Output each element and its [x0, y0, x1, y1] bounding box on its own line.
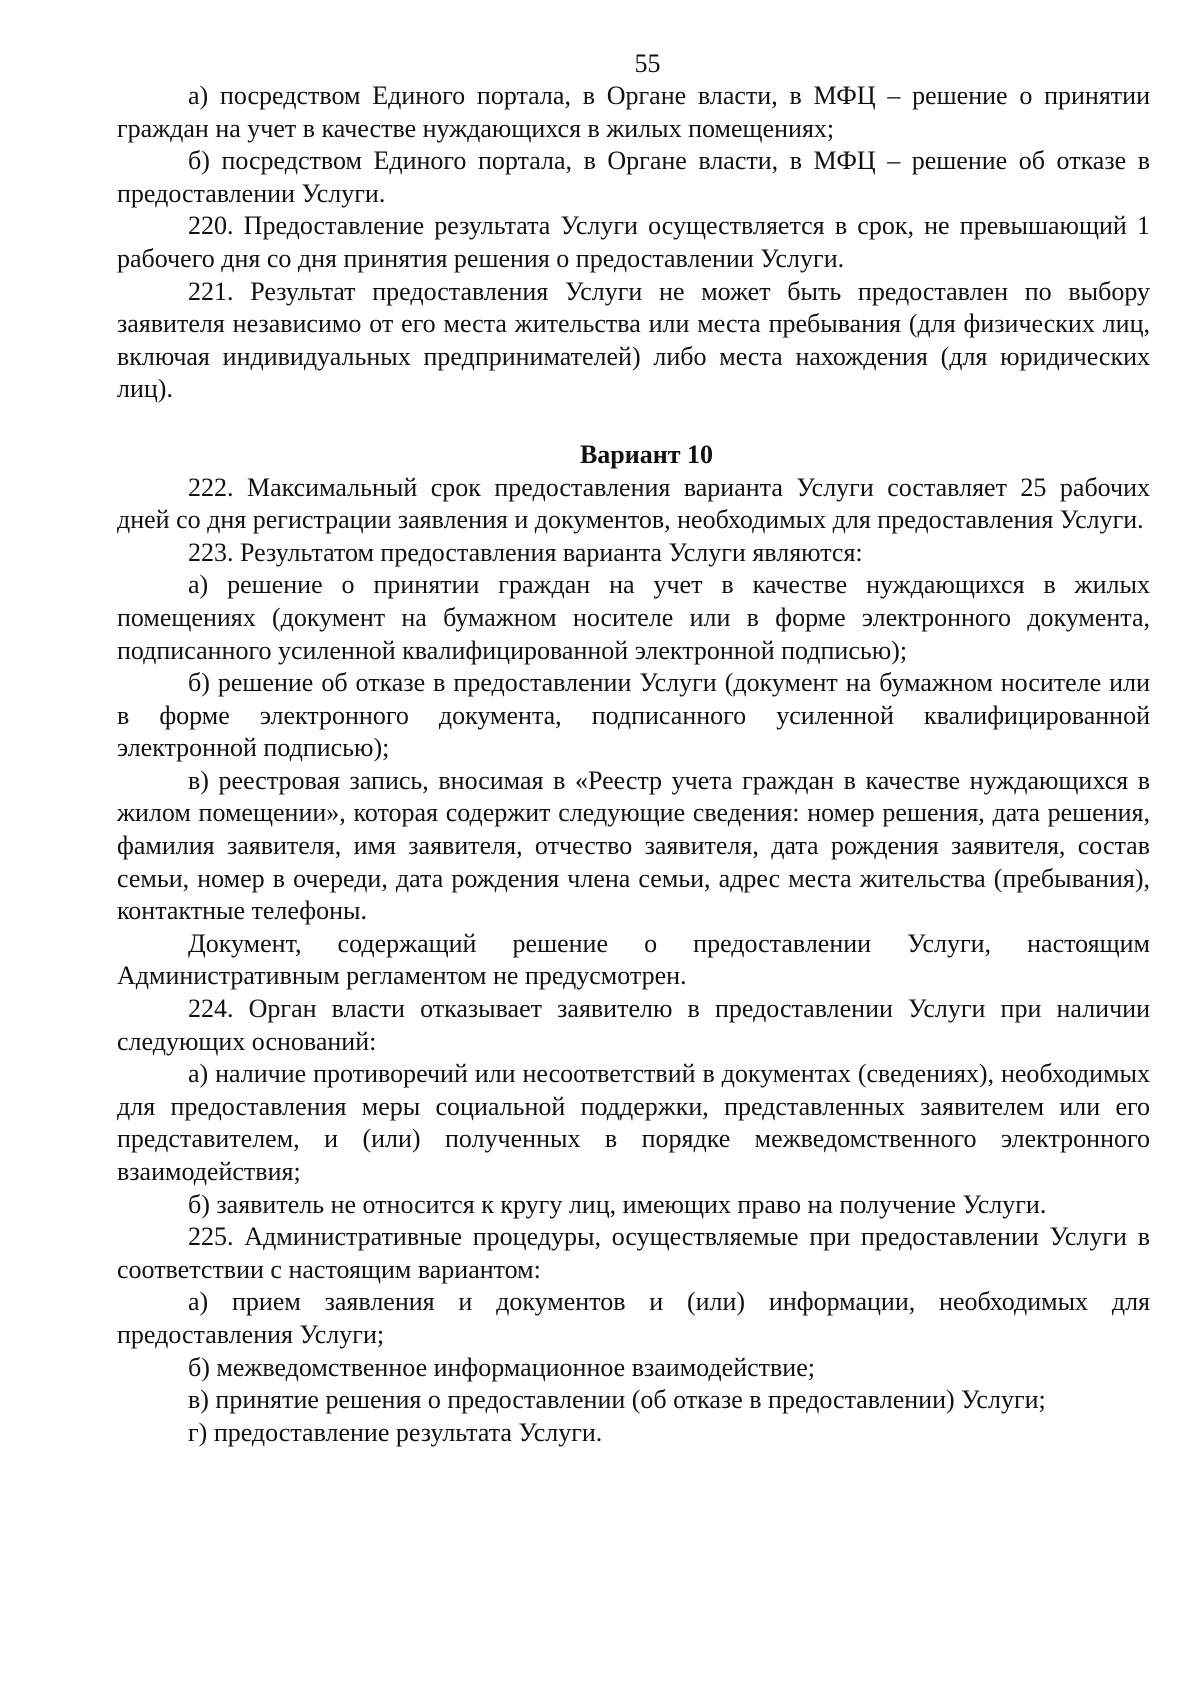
paragraph-224: 224. Орган власти отказывает заявителю в предоставлении Услуги при наличии следующих оснований:	[117, 994, 1150, 1056]
paragraph-223-b: б) решение об отказе в предоставлении Услуги (документ на бумажном носителе или в форме электронного документа, подписанного усиленной квалифицированной электронной подписью);	[117, 668, 1150, 763]
paragraph-223-v: в) реестровая запись, вносимая в «Реестр учета граждан в качестве нуждающихся в жилом помещении», которая содержит следующие сведения: номер решения, дата решения, фамилия заявителя, имя заявителя, отчество заявителя, дата рождения заявителя, состав семьи, номер в очереди, дата рождения члена семьи, адрес места жительства (пребывания), контактные телефоны.	[117, 765, 1150, 926]
paragraph-225-g: г) предоставление результата Услуги.	[188, 1417, 603, 1447]
paragraph-result-a: а) посредством Единого портала, в Органе власти, в МФЦ – решение о принятии граждан на учет в качестве нуждающихся в жилых помещениях;	[117, 81, 1150, 143]
paragraph-225: 225. Административные процедуры, осуществляемые при предоставлении Услуги в соответствии с настоящим вариантом:	[117, 1222, 1150, 1284]
paragraph-document-note: Документ, содержащий решение о предоставлении Услуги, настоящим Административным регламентом не предусмотрен.	[117, 928, 1150, 991]
section-heading: Вариант 10	[579, 439, 714, 469]
document-page	[117, 48, 1150, 1449]
paragraph-220: 220. Предоставление результата Услуги осуществляется в срок, не превышающий 1 рабочего дня со дня принятия решения о предоставлении Услуги.	[117, 211, 1150, 273]
paragraph-225-b: б) межведомственное информационное взаимодействие;	[188, 1352, 815, 1382]
paragraph-result-b: б) посредством Единого портала, в Органе власти, в МФЦ – решение об отказе в предоставлении Услуги.	[117, 146, 1150, 208]
paragraph-224-b: б) заявитель не относится к кругу лиц, имеющих право на получение Услуги.	[188, 1189, 1047, 1219]
page-number: 55	[634, 49, 661, 78]
paragraph-225-v: в) принятие решения о предоставлении (об отказе в предоставлении) Услуги;	[188, 1385, 1046, 1415]
paragraph-223-a: а) решение о принятии граждан на учет в качестве нуждающихся в жилых помещениях (документ на бумажном носителе или в форме электронного документа, подписанного усиленной квалифицированной электронной подписью);	[117, 570, 1150, 665]
paragraph-224-a: а) наличие противоречий или несоответствий в документах (сведениях), необходимых для предоставления меры социальной поддержки, представленных заявителем или его представителем, и (или) полученных в порядке межведомственного электронного взаимодействия;	[117, 1059, 1150, 1186]
paragraph-222: 222. Максимальный срок предоставления варианта Услуги составляет 25 рабочих дней со дня регистрации заявления и документов, необходимых для предоставления Услуги.	[117, 472, 1150, 535]
paragraph-225-a: а) прием заявления и документов и (или) информации, необходимых для предоставления Услуги;	[117, 1287, 1150, 1349]
paragraph-221: 221. Результат предоставления Услуги не может быть предоставлен по выбору заявителя независимо от его места жительства или места пребывания (для физических лиц, включая индивидуальных предпринимателей) либо места нахождения (для юридических лиц).	[117, 276, 1150, 404]
paragraph-223: 223. Результатом предоставления варианта Услуги являются:	[188, 537, 863, 567]
